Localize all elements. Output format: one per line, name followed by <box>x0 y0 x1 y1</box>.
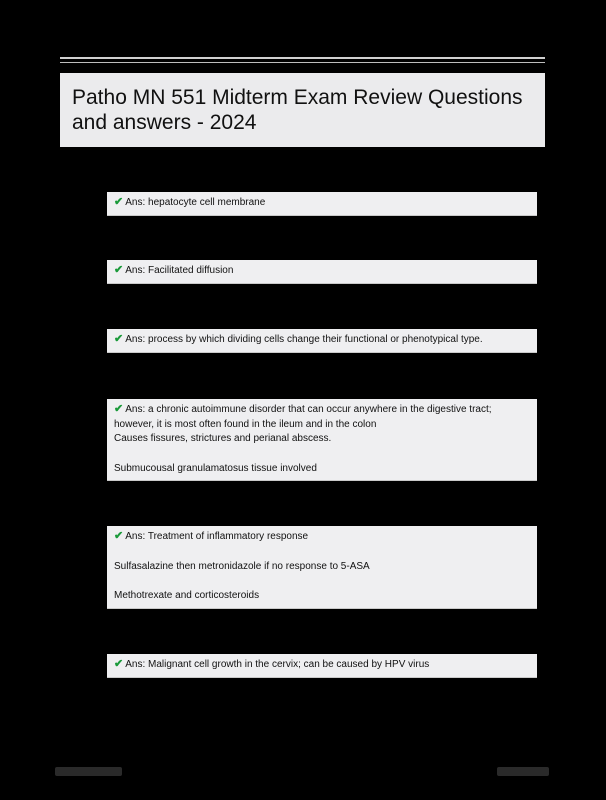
check-icon: ✔ <box>114 264 124 276</box>
footer-left-redacted <box>55 767 122 776</box>
answer-box-6 <box>107 654 537 678</box>
answer-line: ✔ Ans: Treatment of inflammatory response <box>114 530 309 542</box>
answer-box-5 <box>107 526 537 609</box>
answer-line: ✔ Ans: a chronic autoimmune disorder that can occur anywhere in the digestive tract; however, it is most often found in the ileum and in the colon <box>114 403 492 430</box>
answer-line: Submucousal granulamatosus tissue involved <box>114 462 317 474</box>
top-rule-thin <box>60 62 545 63</box>
answer-box-2 <box>107 260 537 284</box>
answer-box-1 <box>107 192 537 216</box>
answer-line: Methotrexate and corticosteroids <box>114 590 260 601</box>
answer-line: ✔ Ans: hepatocyte cell membrane <box>114 196 266 208</box>
answer-blank-line <box>114 545 531 560</box>
answer-line: Sulfasalazine then metronidazole if no response to 5-ASA <box>114 560 370 572</box>
answer-blank-line <box>114 574 531 589</box>
answer-blank-line <box>114 447 531 462</box>
answer-line: Causes fissures, strictures and perianal abscess. <box>114 433 332 444</box>
check-icon: ✔ <box>114 658 124 670</box>
answer-line: ✔ Ans: Malignant cell growth in the cervix; can be caused by HPV virus <box>114 658 430 670</box>
check-icon: ✔ <box>114 333 124 345</box>
answer-line: ✔ Ans: process by which dividing cells change their functional or phenotypical type. <box>114 333 483 345</box>
title-box <box>60 73 545 147</box>
check-icon: ✔ <box>114 530 124 542</box>
check-icon: ✔ <box>114 403 124 415</box>
answer-line: ✔ Ans: Facilitated diffusion <box>114 264 234 276</box>
answer-box-4 <box>107 399 537 481</box>
check-icon: ✔ <box>114 196 124 208</box>
answer-box-3 <box>107 329 537 353</box>
top-rule <box>60 57 545 59</box>
document-title: Patho MN 551 Midterm Exam Review Questions and answers - 2024 <box>72 86 523 134</box>
footer-right-redacted <box>497 767 549 776</box>
